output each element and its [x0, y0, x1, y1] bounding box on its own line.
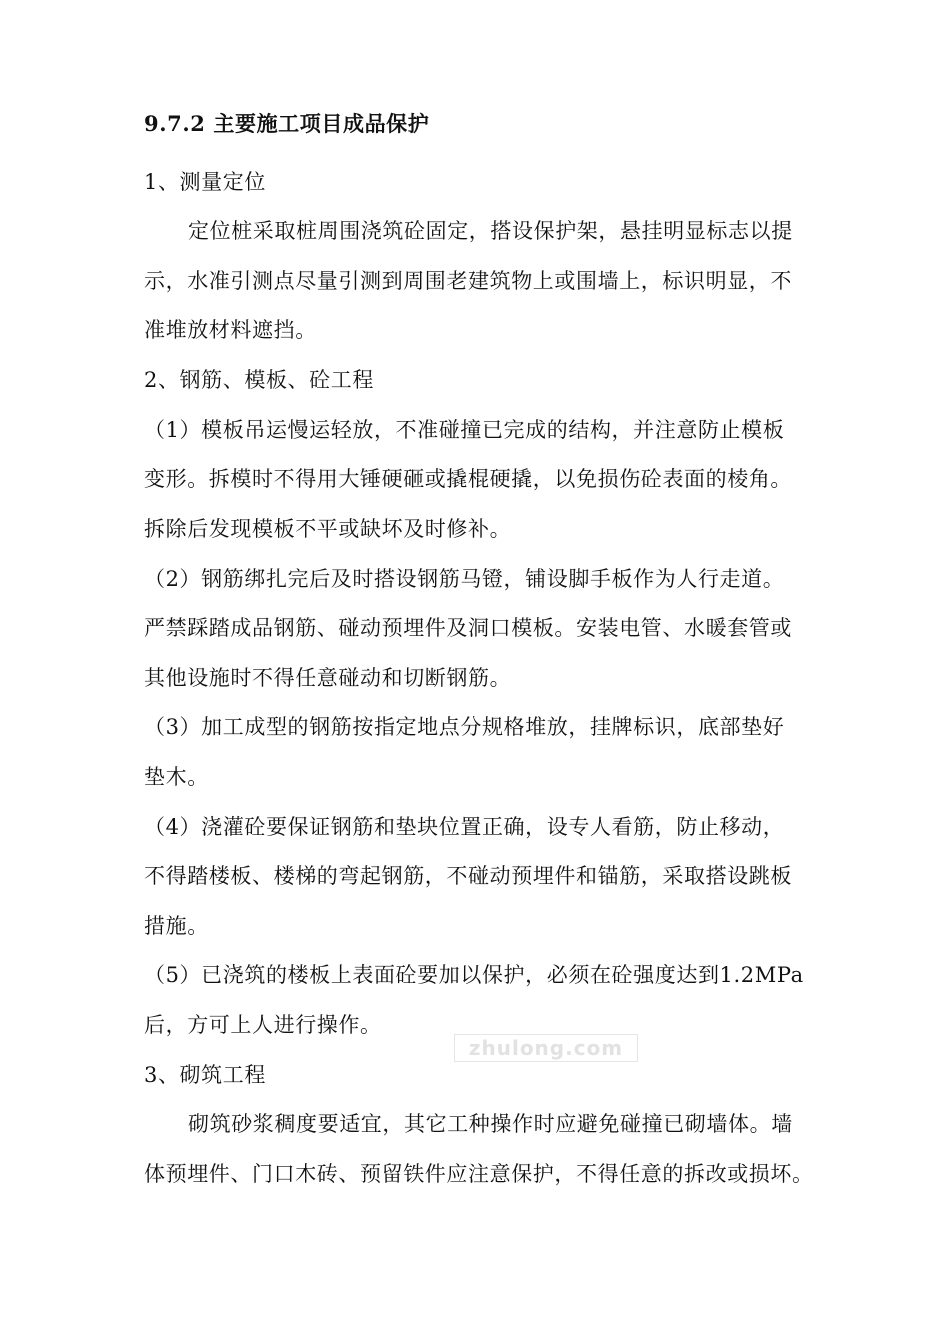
- list-item-2-line: 其他设施时不得任意碰动和切断钢筋。: [144, 666, 512, 690]
- list-item-4-line: 措施。: [144, 914, 209, 938]
- list-item-4-line: （4）浇灌砼要保证钢筋和垫块位置正确，设专人看筋，防止移动，: [144, 815, 785, 839]
- paragraph-line: 定位桩采取桩周围浇筑砼固定，搭设保护架，悬挂明显标志以提: [188, 219, 793, 243]
- list-item-3-line: 垫木。: [144, 765, 209, 789]
- list-item-5-line: （5）已浇筑的楼板上表面砼要加以保护，必须在砼强度达到1.2MPa: [144, 963, 804, 987]
- list-item-2-line: （2）钢筋绑扎完后及时搭设钢筋马镫，铺设脚手板作为人行走道。: [144, 567, 785, 591]
- list-item-5-line: 后，方可上人进行操作。: [144, 1013, 382, 1037]
- paragraph-line: 体预埋件、门口木砖、预留铁件应注意保护，不得任意的拆改或损坏。: [144, 1162, 814, 1186]
- list-item-1-line: 拆除后发现模板不平或缺坏及时修补。: [144, 517, 512, 541]
- watermark: zhulong.com: [454, 1034, 638, 1062]
- list-item-4-line: 不得踏楼板、楼梯的弯起钢筋，不碰动预埋件和锚筋，采取搭设跳板: [144, 864, 792, 888]
- list-item-1-line: （1）模板吊运慢运轻放，不准碰撞已完成的结构，并注意防止模板: [144, 418, 785, 442]
- subsection-heading-1: 1、测量定位: [144, 170, 266, 194]
- list-item-3-line: （3）加工成型的钢筋按指定地点分规格堆放，挂牌标识，底部垫好: [144, 715, 785, 739]
- paragraph-line: 准堆放材料遮挡。: [144, 318, 317, 342]
- paragraph-line: 示，水准引测点尽量引测到周围老建筑物上或围墙上，标识明显，不: [144, 269, 792, 293]
- paragraph-line: 砌筑砂浆稠度要适宜，其它工种操作时应避免碰撞已砌墙体。墙: [188, 1112, 793, 1136]
- subsection-heading-2: 2、钢筋、模板、砼工程: [144, 368, 374, 392]
- list-item-2-line: 严禁踩踏成品钢筋、碰动预埋件及洞口模板。安装电管、水暖套管或: [144, 616, 792, 640]
- section-title: 9.7.2 主要施工项目成品保护: [144, 111, 430, 136]
- list-item-1-line: 变形。拆模时不得用大锤硬砸或撬棍硬撬，以免损伤砼表面的棱角。: [144, 467, 792, 491]
- subsection-heading-3: 3、砌筑工程: [144, 1063, 266, 1087]
